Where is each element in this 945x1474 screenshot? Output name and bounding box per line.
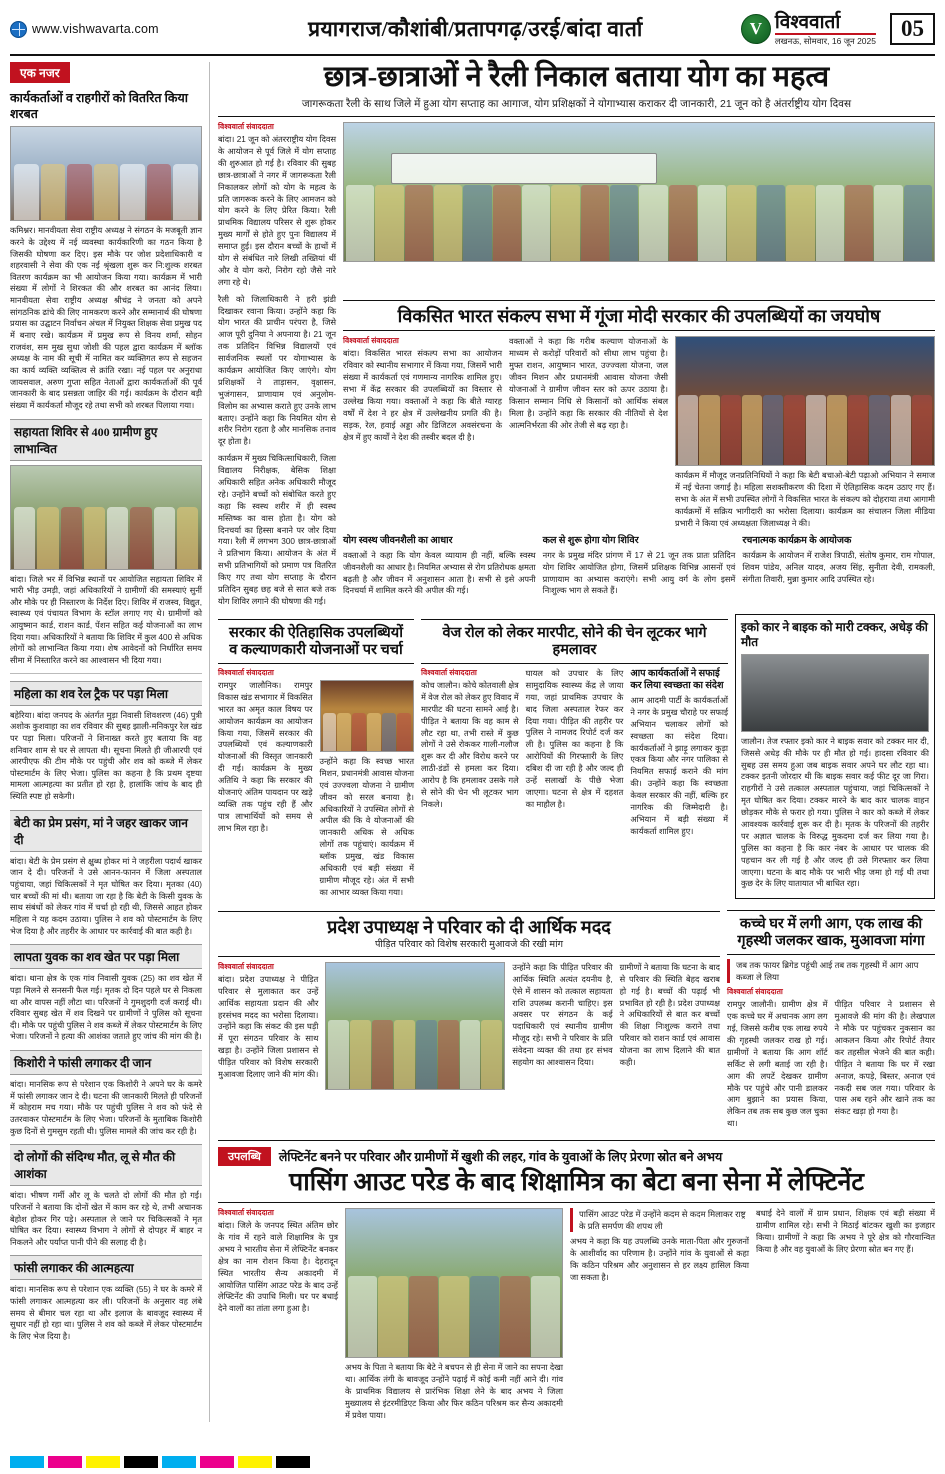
army-tag-badge: उपलब्धि (218, 1147, 271, 1166)
pradesh-col-2: उन्होंने कहा कि पीड़ित परिवार की आर्थिक स्थिति अत्यंत दयनीय है, ऐसे में शासन को तत्काल सहायता राशि उपलब्ध करानी चाहिए। इस अवसर पर संगठन के कई पदाधिकारी एवं स्थानीय ग्रामीण मौजूद रहे। सभी ने परिवार के प्रति संवेदना व्यक्त की तथा हर संभव सहयोग का आश्वासन दिया। (512, 962, 613, 1067)
pradesh-subhead: पीड़ित परिवार को विशेष सरकारी मुआवजे की रखी मांग (218, 937, 720, 956)
eco-photo-crash (741, 654, 929, 732)
rail-item-4-body: बांदा। भीषण गर्मी और लू के चलते दो लोगों की मौत हो गई। परिजनों ने बताया कि दोनों खेत में काम कर रहे थे, तभी अचानक बेहोश होकर गिर पड़े। अस्पताल ले जाने पर चिकित्सकों ने मृत घोषित कर दिया। स्वास्थ्य विभाग ने लोगों से दोपहर में बाहर न निकलने और पर्याप्त पानी पीने की सलाह दी है। (10, 1191, 202, 1247)
rail-item-4-headline: दो लोगों की संदिग्ध मौत, लू से मौत की आशंका (10, 1144, 202, 1186)
story-eco (735, 614, 935, 899)
sarkar-photo-meeting (320, 680, 415, 752)
rail-item-2-headline: लापता युवक का शव खेत पर पड़ा मिला (10, 944, 202, 969)
lead-photo-rally (343, 122, 935, 262)
army-col3-quote: पासिंग आउट परेड में उन्होंने कदम से कदम मिलाकर राष्ट्र के प्रति समर्पण की शपथ ली (570, 1208, 749, 1232)
page-number: 05 (890, 13, 935, 45)
color-swatch-magenta (48, 1456, 82, 1468)
army-col-3: अभय ने कहा कि यह उपलब्धि उनके माता-पिता और गुरुजनों के आशीर्वाद का परिणाम है। उन्होंने गांव के युवाओं से कहा कि कठिन परिश्रम और अनुशासन से हर लक्ष्य हासिल किया जा सकता है। (570, 1237, 749, 1283)
wage-aap-body: आम आदमी पार्टी के कार्यकर्ताओं ने नगर के प्रमुख चौराहे पर सफाई अभियान चलाकर लोगों को स्वच्छता का संदेश दिया। कार्यकर्ताओं ने झाड़ू लगाकर कूड़ा एकत्र किया और नगर पालिका से नियमित सफाई कराने की मांग की। उन्होंने कहा कि स्वच्छता केवल सरकार की नहीं, बल्कि हर नागरिक की जिम्मेदारी है। अभियान में बड़ी संख्या में कार्यकर्ता शामिल हुए। (630, 695, 728, 836)
story-army (218, 1134, 935, 1421)
sarkar-headline-line1: सरकार की ऐतिहासिक उपलब्धियों (229, 624, 403, 641)
rail-item-2-body: बांदा। थाना क्षेत्र के एक गांव निवासी युवक (25) का शव खेत में पड़ा मिलने से सनसनी फैल गई। मृतक दो दिन पहले घर से निकला था और वापस नहीं लौटा था। परिजनों ने गुमशुदगी दर्ज कराई थी। रविवार सुबह खेत में शव दिखने पर ग्रामीणों ने पुलिस को सूचना दी। मौके पर पहुंची पुलिस ने शव कब्जे में लेकर पोस्टमार्टम के लिए भेजा। परिजनों ने हत्या की आशंका जताते हुए जांच की मांग की है। (10, 974, 202, 1042)
fire-col-2: पीड़ित परिवार ने प्रशासन से मुआवजे की मांग की है। लेखपाल ने मौके पर पहुंचकर नुकसान का आकलन किया और रिपोर्ट तैयार कर तहसील भेजने की बात कही। पीड़ित ने बताया कि घर में रखा अनाज, कपड़े, बिस्तर, अनाज एवं नकदी सब जल गया। परिवार के पास अब रहने और खाने तक का संकट खड़ा हो गया है। (834, 1000, 935, 1117)
pradesh-col-3: ग्रामीणों ने बताया कि घटना के बाद से परिवार की स्थिति बेहद खराब हो गई है। बच्चों की पढ़ाई भी प्रभावित हो रही है। प्रदेश उपाध्यक्ष ने अधिकारियों से बात कर बच्चों की शिक्षा निःशुल्क कराने तथा परिवार को राशन कार्ड एवं आवास योजना का लाभ दिलाने की बात कही। (619, 962, 720, 1067)
army-photo-officer (345, 1208, 563, 1358)
rail-item-5-headline: फांसी लगाकर की आत्महत्या (10, 1255, 202, 1280)
rally-banner (391, 153, 657, 183)
rail-story1-body: कमिश्नर। मानवीयता सेवा राष्ट्रीय अध्यक्ष ने संगठन के मजबूती ज्ञान करने के उद्देश्य में नई व्यवस्था कार्यकारिणी का गठन किया है जिसकी घोषणा कर दिए। इस मौके पर जोश प्रदेशाधिकारी व शहरवासी ने सेवा की एक नई श्रृंखला शुरू कर नि:शुल्क शरबत वितरण कार्यक्रम का भी आयोजन किया गया। कार्यक्रम में भारी संख्या में लोगों ने शिरकत की और शरबत का आनंद लिया। मानवीयता सेवा राष्ट्रीय अध्यक्ष श्रीचंद्र ने जनता को अपने सांगठनिक ढांचे की लिए नामकरण करने और सम्मानार्थ की घोषणा प्रयास का उद्घाटन निर्वाचन अंचल में नियुक्त शिक्षक सेवा प्रमुख पद में बनाए रखे। कार्यक्रम में प्रमुख रूप से विनय शर्मा, सोहन राजवंश, सम मुख सुधा जोशी की पहल द्वारा कार्यक्रम में ब्लॉक अध्यक्ष के नाम की सूची में नामित कर व्यक्तिगत रूप से सहजन का कार्य व्यक्ति व्यक्तित्व से क्रांति रखा। नई पहल पर अनुराधा जायसवाल, अरुण गुप्ता सहित नेताओं द्वारा कार्यकर्ताओं की पूर्व जानकारी के बाद प्रसन्नता जाहिर की गई। कार्यक्रम के दौरान बड़ी संख्या में कार्यकर्ता मौजूद रहे तथा सभी को शरबत पिलाया गया। (10, 226, 202, 410)
lead-story (218, 62, 935, 289)
color-swatch-yellow-2 (238, 1456, 272, 1468)
vikasit-sub-b-body: नगर के प्रमुख मंदिर प्रांगण में 17 से 21 जून तक प्रातः प्रतिदिन योग शिविर आयोजित होगा, जिसमें प्रशिक्षक विभिन्न आसनों एवं प्राणायाम का अभ्यास कराएंगे। सभी आयु वर्ग के लोग इसमें निःशुल्क भाग ले सकते हैं। (542, 550, 736, 596)
color-swatch-cyan (10, 1456, 44, 1468)
wage-byline: विश्ववार्ता संवाददाता (421, 668, 477, 678)
pradesh-headline: प्रदेश उपाध्यक्ष ने परिवार को दी आर्थिक मदद (218, 911, 720, 938)
vikasit-sub-a-head: योग स्वस्थ जीवनशैली का आधार (343, 534, 453, 546)
story-pradesh (218, 905, 720, 1130)
lead-col-1: बांदा। 21 जून को अंतरराष्ट्रीय योग दिवस के आयोजन से पूर्व जिले में योग सप्ताह की शुरुआत हो गई है। रविवार की सुबह छात्र-छात्राओं ने नगर में जागरूकता रैली निकालकर लोगों को योग के महत्व के प्रति जागरूक करने के लिए आमजन को योग करने के लिए प्रेरित किया। रैली प्राथमिक विद्यालय परिसर से शुरू होकर मुख्य मार्गों से होते हुए पुनः विद्यालय में समाप्त हुई। इस दौरान बच्चों के हाथों में योग से संबंधित नारे लिखी तख्तियां थीं और वे योग करो, निरोग रहो जैसे नारे लगा रहे थे। (218, 135, 336, 287)
fire-pullquote: जब तक फायर ब्रिगेड पहुंची आई तब तक गृहस्थी में आग आप कब्जा ले लिया (727, 959, 935, 983)
rail-item-5-body: बांदा। मानसिक रूप से परेशान एक व्यक्ति (55) ने घर के कमरे में फांसी लगाकर आत्महत्या कर ली। परिजनों के अनुसार वह लंबे समय से बीमार चल रहा था और इलाज के बावजूद स्वास्थ्य में सुधार नहीं हो रहा था। पुलिस ने शव को कब्जे में लेकर पोस्टमार्टम के लिए भेज दिया है। (10, 1285, 202, 1342)
rail-photo-1 (10, 126, 202, 221)
wage-headline: वेज रोल को लेकर मारपीट, सोने की चेन लूटकर भागे हमलावर (421, 619, 728, 659)
masthead-center (210, 15, 741, 43)
army-col-4: बधाई देने वालों में ग्राम प्रधान, शिक्षक एवं बड़ी संख्या में ग्रामीण शामिल रहे। सभी ने मिठाई बांटकर खुशी का इजहार किया। ग्रामीणों ने कहा कि अभय ने पूरे क्षेत्र को गौरवान्वित किया है और वह युवाओं के लिए प्रेरणा स्रोत बन गए हैं। (756, 1209, 935, 1254)
eco-body: जालौन। तेज रफ्तार इको कार ने बाइक सवार को टक्कर मार दी, जिससे अधेड़ की मौके पर ही मौत हो गई। हादसा रविवार की सुबह उस समय हुआ जब बाइक सवार अपने घर लौट रहा था। टक्कर इतनी जोरदार थी कि बाइक सवार कई फीट दूर जा गिरा। राहगीरों ने उसे तत्काल अस्पताल पहुंचाया, जहां चिकित्सकों ने मृत घोषित कर दिया। टक्कर मारने के बाद कार चालक वाहन छोड़कर मौके से फरार हो गया। पुलिस ने कार को कब्जे में लेकर आवश्यक कार्रवाई शुरू कर दी है। मृतक के परिजनों की तहरीर पर अज्ञात चालक के विरुद्ध मुकदमा दर्ज कर लिया गया है। पुलिस का कहना है कि कार नंबर के आधार पर चालक की पहचान कर ली गई है और जल्द ही उसे गिरफ्तार कर लिया जाएगा। घटना के बाद मौके पर भारी भीड़ जमा हो गई थी तथा कुछ देर के लिए यातायात भी बाधित रहा। (741, 736, 929, 889)
vikasit-sub-b-head: कल से शुरू होगा योग शिविर (542, 534, 639, 546)
sarkar-col-1: रामपुर जालौनिक। रामपुर विकास खंड सभागार में विकसित भारत का अमृत काल विषय पर आयोजन कार्यक्रम का आयोजन किया गया, जिसमें सरकार की उपलब्धियों एवं कल्याणकारी योजनाओं की विस्तृत जानकारी दी गई। कार्यक्रम के मुख्य अतिथि ने कहा कि सरकार की योजनाएं अंतिम पायदान पर खड़े व्यक्ति तक पहुंच रही हैं और पात्र लाभार्थियों को समय से लाभ मिल रहा है। (218, 681, 313, 833)
sarkar-byline: विश्ववार्ता संवाददाता (218, 668, 274, 678)
sarkar-headline-line2: व कल्याणकारी योजनाओं पर चर्चा (229, 641, 403, 658)
website-url[interactable]: www.vishwavarta.com (32, 22, 159, 36)
registration-color-bar (10, 1456, 935, 1468)
vikasit-col-3: कार्यक्रम में मौजूद जनप्रतिनिधियों ने कहा कि बेटी बचाओ-बेटी पढ़ाओ अभियान ने समाज में नई चेतना जगाई है। महिला सशक्तीकरण की दिशा में ऐतिहासिक कदम उठाए गए हैं। सभा के अंत में सभी उपस्थित लोगों ने विकसित भारत के संकल्प को दोहराया तथा आगामी कार्यक्रमों में सक्रिय भागीदारी का भरोसा दिलाया। कार्यक्रम का संचालन जिला मीडिया प्रभारी ने किया एवं अध्यक्षता जिलाध्यक्ष ने की। (675, 471, 935, 528)
color-swatch-yellow (86, 1456, 120, 1468)
publication-dateline: लखनऊ, सोमवार, 16 जून 2025 (774, 35, 876, 46)
wage-aap-head: आप कार्यकर्ताओं ने सफाई कर लिया स्वच्छता का संदेश (630, 668, 724, 691)
story-sarkar (218, 614, 414, 899)
color-swatch-magenta-2 (200, 1456, 234, 1468)
army-headline: पासिंग आउट परेड के बाद शिक्षामित्र का बेटा बना सेना में लेफ्टिनेंट (218, 1169, 935, 1203)
rail-item-0-headline: महिला का शव रेल ट्रैक पर पड़ा मिला (10, 681, 202, 706)
rail-item-1-body: बांदा। बेटी के प्रेम प्रसंग से क्षुब्ध होकर मां ने जहरीला पदार्थ खाकर जान दे दी। परिजनों ने उसे आनन-फानन में जिला अस्पताल पहुंचाया, जहां चिकित्सकों ने मृत घोषित कर दिया। मृतका (40) चार बच्चों की मां थी। बताया जा रहा है कि बेटी के किसी युवक के साथ संबंधों को लेकर गांव में चर्चा हो रही थी, जिससे आहत होकर महिला ने यह कदम उठाया। पुलिस ने शव को पोस्टमार्टम के लिए भेज दिया है और तहरीर के आधार पर कार्रवाई की बात कही है। (10, 856, 202, 936)
masthead (10, 8, 935, 56)
masthead-right (741, 13, 935, 46)
vikasit-col-1: बांदा। विकसित भारत संकल्प सभा का आयोजन रविवार को स्थानीय सभागार में किया गया, जिसमें भारी संख्या में कार्यकर्ता एवं गणमान्य नागरिक शामिल हुए। सभा में केंद्र सरकार की उपलब्धियों का विस्तार से उल्लेख किया गया। वक्ताओं ने कहा कि बीते ग्यारह वर्षों में देश ने हर क्षेत्र में उल्लेखनीय प्रगति की है। सड़क, रेल, हवाई अड्डा और डिजिटल अवसंरचना के क्षेत्र में हुए कार्यों ने देश की तस्वीर बदल दी है। (343, 349, 502, 442)
rail-story1-headline: कार्यकर्ताओं व राहगीरों को वितरित किया शरबत (10, 91, 188, 121)
logo-mark-icon: V (741, 14, 771, 44)
vikasit-sub-c-body: कार्यक्रम के आयोजन में राजेश त्रिपाठी, संतोष कुमार, राम गोपाल, शिवम पांडेय, अनिल यादव, अजय सिंह, सुनीता देवी, रामकली, संगीता तिवारी, मुन्ना कुमार आदि उपस्थित रहे। (742, 550, 935, 584)
story-wage (421, 614, 728, 899)
pradesh-col-1: बांदा। प्रदेश उपाध्यक्ष ने पीड़ित परिवार से मुलाकात कर उन्हें आर्थिक सहायता प्रदान की और हरसंभव मदद का भरोसा दिलाया। उन्होंने कहा कि संकट की इस घड़ी में पूरा संगठन परिवार के साथ खड़ा है। उन्होंने जिला प्रशासन से पीड़ित परिवार को विशेष सरकारी मुआवजा दिलाए जाने की मांग की। (218, 974, 319, 1079)
rail-item-1-headline: बेटी का प्रेम प्रसंग, मां ने जहर खाकर जान दी (10, 810, 202, 852)
pradesh-byline: विश्ववार्ता संवाददाता (218, 961, 274, 971)
rail-item-3-body: बांदा। मानसिक रूप से परेशान एक किशोरी ने अपने घर के कमरे में फांसी लगाकर जान दे दी। घटना की जानकारी मिलते ही परिजनों में कोहराम मच गया। मौके पर पहुंची पुलिस ने शव को फंदे से उतरवाकर पोस्टमार्टम के लिए भेजा। परिजनों के मुताबिक किशोरी कुछ दिनों से गुमसुम रहती थी। पुलिस मामले की जांच कर रही है। (10, 1080, 202, 1136)
edition-line: प्रयागराज/कौशांबी/प्रतापगढ़/उरई/बांदा वार्ता (308, 17, 643, 41)
publication-title: विश्ववार्ता (775, 13, 876, 35)
story-vikasit (343, 294, 935, 608)
rail-item-3-headline: किशोरी ने फांसी लगाकर दी जान (10, 1050, 202, 1075)
lead-col-3: कार्यक्रम में मुख्य चिकित्साधिकारी, जिला विद्यालय निरीक्षक, बेसिक शिक्षा अधिकारी सहित अनेक अधिकारी मौजूद रहे। उन्होंने बच्चों को संबोधित करते हुए कहा कि स्वस्थ शरीर में ही स्वस्थ मस्तिष्क का वास होता है। योग को दिनचर्या का हिस्सा बनाने पर जोर दिया गया। रैली में लगभग 300 छात्र-छात्राओं ने प्रतिभाग किया। आयोजन के अंत में सभी प्रतिभागियों को प्रमाण पत्र वितरित किए गए तथा योग सप्ताह के दौरान प्रतिदिन सुबह छह बजे से सात बजे तक योग शिविर लगाने की घोषणा की गई। (218, 454, 336, 606)
vikasit-photo-stage (675, 336, 935, 466)
army-col-2: अभय के पिता ने बताया कि बेटे ने बचपन से ही सेना में जाने का सपना देखा था। आर्थिक तंगी के बावजूद उन्होंने पढ़ाई में कोई कमी नहीं आने दी। गांव के प्राथमिक विद्यालय से प्रारंभिक शिक्षा लेने के बाद अभय ने जिला मुख्यालय से इंटरमीडिएट किया और फिर कठिन परिश्रम कर सैन्य अकादमी में प्रवेश पाया। (345, 1363, 563, 1420)
color-swatch-cyan-2 (162, 1456, 196, 1468)
fire-col-1: रामपुर जालौनी। ग्रामीण क्षेत्र में एक कच्चे घर में अचानक आग लग गई, जिससे करीब एक लाख रुपये की गृहस्थी जलकर राख हो गई। ग्रामीणों ने बताया कि आग शॉर्ट सर्किट से लगी बताई जा रही है। आग की लपटें देखकर ग्रामीण मौके पर पहुंचे और पानी डालकर आग बुझाने का प्रयास किया, लेकिन तब तक सब कुछ जल चुका था। (727, 1000, 828, 1129)
army-byline: विश्ववार्ता संवाददाता (218, 1208, 274, 1218)
vikasit-sub-c-head: रचनात्मक कार्यक्रम के आयोजक (742, 534, 852, 546)
lead-byline: विश्ववार्ता संवाददाता (218, 122, 274, 132)
fire-headline-line1: कच्चे घर में लगी आग, एक लाख की (739, 915, 923, 932)
rail-tag-badge: एक नजर (10, 62, 70, 83)
story-fire (727, 905, 935, 1130)
rail-story2-body: बांदा। जिले भर में विभिन्न स्थानों पर आयोजित सहायता शिविर में भारी भीड़ उमड़ी, जहां अधिकारियों ने ग्रामीणों की समस्याएं सुनीं और मौके पर ही निस्तारण के निर्देश दिए। शिविर में राजस्व, विद्युत, स्वास्थ्य एवं पंचायत विभाग के स्टॉल लगाए गए थे। ग्रामीणों को आयुष्मान कार्ड, राशन कार्ड, पेंशन सहित कई योजनाओं का लाभ दिया गया। अधिकारियों ने बताया कि शिविर में कुल 400 से अधिक लोगों को लाभान्वित किया गया। शेष आवेदनों को निर्धारित समय सीमा में निस्तारित करने का आश्वासन भी दिया गया। (10, 574, 202, 665)
main-content (218, 62, 935, 1422)
army-col-1: बांदा। जिले के जनपद स्थित अंतिम छोर के गांव में रहने वाले शिक्षामित्र के पुत्र अभय ने भारतीय सेना में लेफ्टिनेंट बनकर क्षेत्र का नाम रोशन किया है। देहरादून स्थित भारतीय सैन्य अकादमी में आयोजित पासिंग आउट परेड के बाद उन्हें लेफ्टिनेंट की उपाधि मिली। घर पर बधाई देने वालों का तांता लगा हुआ है। (218, 1221, 338, 1314)
fire-byline: विश्ववार्ता संवाददाता (727, 987, 783, 997)
wage-col-2: घायल को उपचार के लिए सामुदायिक स्वास्थ्य केंद्र ले जाया गया, जहां प्राथमिक उपचार के बाद जिला अस्पताल रेफर कर दिया गया। पीड़ित की तहरीर पर पुलिस ने नामजद रिपोर्ट दर्ज कर ली है। पुलिस का कहना है कि आरोपियों की गिरफ्तारी के लिए दबिश दी जा रही है और जल्द ही उन्हें सलाखों के पीछे भेजा जाएगा। घटना से क्षेत्र में दहशत का माहौल है। (525, 669, 624, 809)
rail-photo-2 (10, 465, 202, 570)
fire-headline-line2: गृहस्थी जलकर खाक, मुआवजा मांगा (737, 932, 925, 949)
vikasit-byline: विश्ववार्ता संवाददाता (343, 336, 399, 346)
vikasit-col-2: वक्ताओं ने कहा कि गरीब कल्याण योजनाओं के माध्यम से करोड़ों परिवारों को सीधा लाभ पहुंचा है। मुफ्त राशन, आयुष्मान भारत, उज्ज्वला योजना, जल जीवन मिशन और प्रधानमंत्री आवास योजना जैसी योजनाओं ने ग्रामीण जीवन स्तर को ऊपर उठाया है। किसान सम्मान निधि से किसानों को आर्थिक संबल मिला है। उन्होंने कहा कि सरकार की नीतियों से देश आत्मनिर्भरता की ओर तेजी से बढ़ रहा है। (509, 337, 668, 430)
globe-icon (10, 21, 27, 38)
rail-story2-subhead: सहायता शिविर से 400 ग्रामीण हुए लाभान्वित (10, 419, 202, 461)
pradesh-photo-family (325, 962, 505, 1090)
wage-col-1: कोच जालौन। कोचे कोतवाली क्षेत्र में वेज रोल को लेकर हुए विवाद में मारपीट की घटना सामने आई है। पीड़ित ने बताया कि वह काम से लौट रहा था, तभी रास्ते में कुछ लोगों ने उसे रोककर गाली-गलौज शुरू कर दी और विरोध करने पर लाठी-डंडों से हमला कर दिया। आरोप है कि हमलावर उसके गले से सोने की चेन भी लूटकर भाग निकले। (421, 681, 519, 809)
left-rail (10, 62, 210, 1422)
sarkar-col-2: उन्होंने कहा कि स्वच्छ भारत मिशन, प्रधानमंत्री आवास योजना एवं उज्ज्वला योजना ने ग्रामीण जीवन को सरल बनाया है। अधिकारियों ने उपस्थित लोगों से अपील की कि वे योजनाओं की जानकारी अधिक से अधिक लोगों तक पहुंचाएं। कार्यक्रम में ब्लॉक प्रमुख, खंड विकास अधिकारी एवं बड़ी संख्या में ग्रामीण मौजूद रहे। अंत में सभी का आभार व्यक्त किया गया। (319, 757, 414, 897)
color-swatch-black (124, 1456, 158, 1468)
army-tagline: लेफ्टिनेंट बनने पर परिवार और ग्रामीणों में खुशी की लहर, गांव के युवाओं के लिए प्रेरणा स्रोत बने अभय (278, 1150, 723, 1165)
vikasit-sub-a-body: वक्ताओं ने कहा कि योग केवल व्यायाम ही नहीं, बल्कि स्वस्थ जीवनशैली का आधार है। नियमित अभ्यास से रोग प्रतिरोधक क्षमता बढ़ती है और जीवन में अनुशासन आता है। सभी से इसे अपनी दिनचर्या में शामिल करने की अपील की गई। (343, 550, 536, 596)
vikasit-headline: विकसित भारत संकल्प सभा में गूंजा मोदी सरकार की उपलब्धियों का जयघोष (343, 300, 935, 327)
lead-headline: छात्र-छात्राओं ने रैली निकाल बताया योग का महत्व (323, 61, 830, 93)
eco-headline: इको कार ने बाइक को मारी टक्कर, अधेड़ की मौत (741, 619, 928, 649)
lead-col-2: रैली को जिलाधिकारी ने हरी झंडी दिखाकर रवाना किया। उन्होंने कहा कि योग भारत की प्राचीन परंपरा है, जिसे आज पूरी दुनिया ने अपनाया है। 21 जून तक प्रतिदिन विभिन्न विद्यालयों एवं सार्वजनिक स्थलों पर योगाभ्यास के कार्यक्रम आयोजित किए जाएंगे। योग प्रशिक्षकों ने ताड़ासन, वृक्षासन, भुजंगासन, प्राणायाम एवं अनुलोम-विलोम का अभ्यास कराते हुए उनके लाभ बताए। उन्होंने कहा कि नियमित योग से शरीर निरोग रहता है और मानसिक तनाव दूर होता है। (218, 294, 336, 447)
lead-subhead: जागरूकता रैली के साथ जिले में हुआ योग सप्ताह का आगाज, योग प्रशिक्षकों ने योगाभ्यास कराकर दी जानकारी, 21 जून को है अंतर्राष्ट्रीय योग दिवस (218, 97, 935, 117)
publication-logo (741, 13, 876, 46)
color-swatch-black-2 (276, 1456, 310, 1468)
masthead-left (10, 21, 210, 38)
rail-item-0-body: बहेरिया। बांदा जनपद के अंतर्गत मुड़ा निवासी शिवशरण (46) पुत्री अशोक कुशवाहा का शव रविवार की सुबह झाली-मनिकपुर रेल खंड पर पड़ा मिला। परिजनों ने शिनाख्त करते हुए बताया कि वह शनिवार शाम से घर से लापता थी। सूचना मिलते ही जीआरपी एवं आरपीएफ की टीम मौके पर पहुंची और शव को कब्जे में लेकर पोस्टमार्टम के लिए भेजा। पुलिस का कहना है कि प्रथम दृष्टया मामला आत्महत्या का प्रतीत हो रहा है, हालांकि जांच के बाद ही स्थिति स्पष्ट हो सकेगी। (10, 710, 202, 802)
